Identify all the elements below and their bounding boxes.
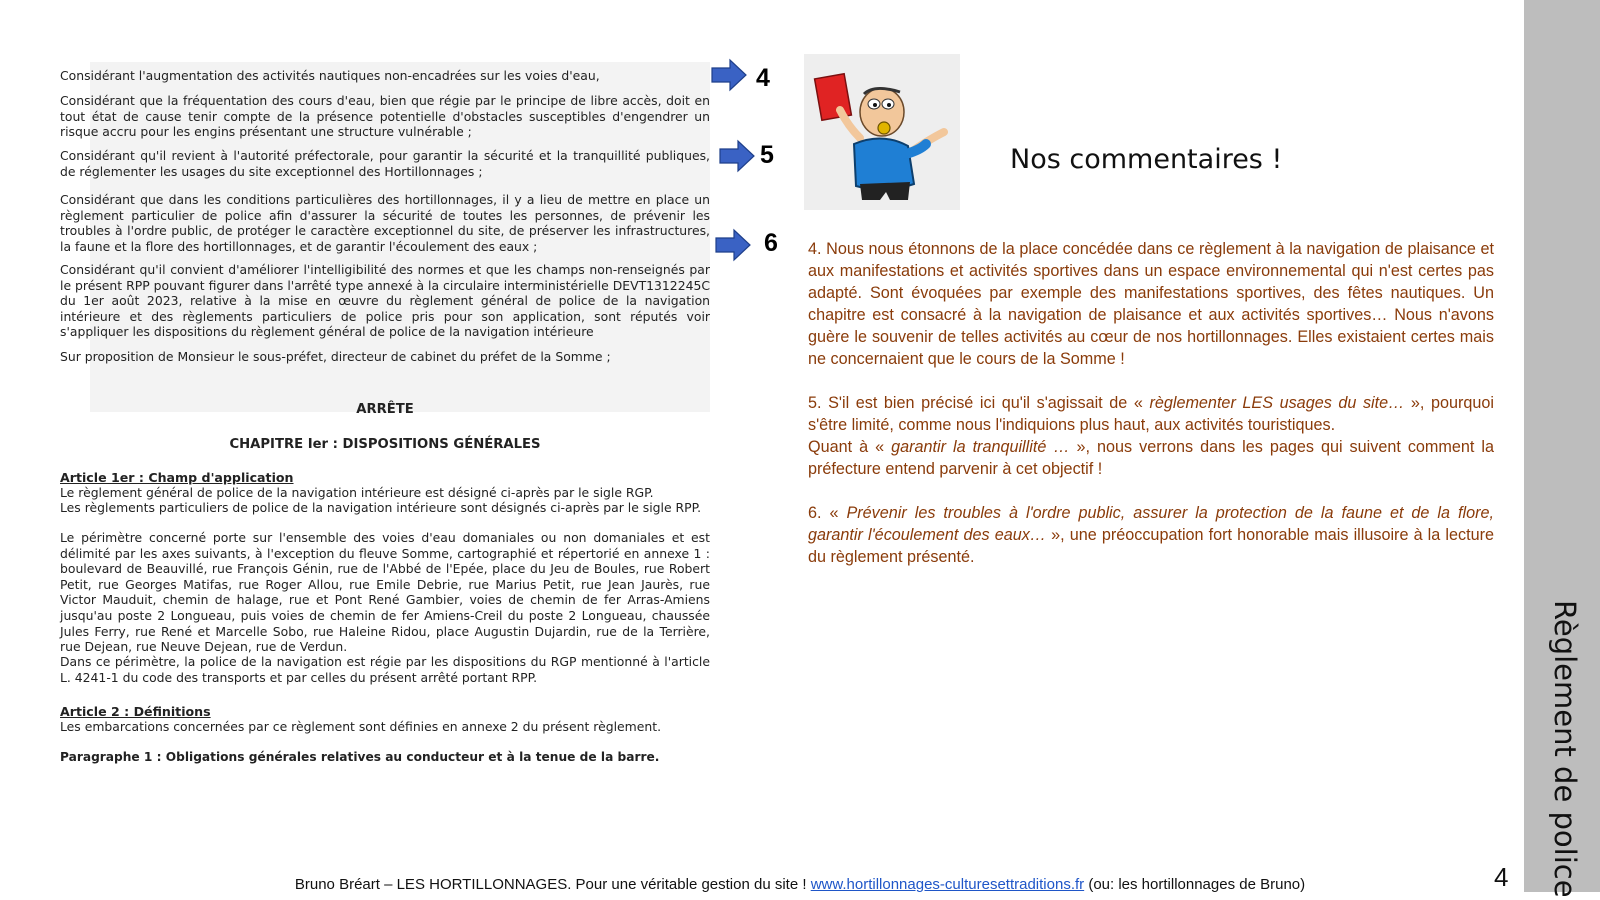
- comment-text: », pourquoi s'être limité, comme nous l'indiquions plus haut, aux activités touristiques.: [808, 394, 1495, 434]
- comment-quote: garantir la tranquillité …: [891, 438, 1070, 456]
- scan-paragraph: Considérant l'augmentation des activités nautiques non-encadrées sur les voies d'eau,: [60, 68, 600, 83]
- comments-block: [808, 238, 1494, 590]
- footer: [0, 876, 1600, 893]
- arrow-right-icon: [718, 139, 756, 173]
- comment-quote: Prévenir les troubles à l'ordre public, assurer la protection de la faune et de la flore, garantir l'écoulement des eaux…: [808, 504, 1494, 544]
- comment-text: », une préoccupation fort honorable mais illusoire à la lecture du règlement présenté.: [808, 526, 1494, 566]
- footer-suffix: (ou: les hortillonnages de Bruno): [1084, 876, 1306, 893]
- comment-4: 4. Nous nous étonnons de la place concédée dans ce règlement à la navigation de plaisance et aux manifestations et activités sportives dans un espace environnemental qui n'est certes pas adapté. Sont évoquées par exemple des manifestations sportives, des fêtes nautiques. Un chapitre est consacré à la navigation de plaisance et aux activités sportives… Nous n'avons guère le souvenir de telles activités au cœur de nos hortillonnages. Elles existaient certes mais ne concernaient que le cours de la Somme !: [808, 240, 1494, 368]
- comment-quote: règlementer LES usages du site…: [1149, 394, 1405, 412]
- footer-link[interactable]: www.hortillonnages-culturesettraditions.fr: [810, 876, 1085, 893]
- scan-paragraph: Les règlements particuliers de police de la navigation intérieure sont désignés ci-après par le sigle RPP.: [60, 500, 702, 515]
- scan-paragraph: Sur proposition de Monsieur le sous-préfet, directeur de cabinet du préfet de la Somme ;: [60, 349, 611, 364]
- scan-paragraph: Considérant que la fréquentation des cours d'eau, bien que régie par le principe de libre accès, doit en tout état de cause tenir compte de la présence potentielle d'obstacles susceptibles d'engendrer un risque accru pour les engins présentant une structure vulnérable ;: [60, 93, 710, 140]
- referee-illustration: [804, 54, 960, 210]
- comment-text: 5. S'il est bien précisé ici qu'il s'agissait de «: [808, 394, 1150, 412]
- article-1-title: Article 1er : Champ d'application: [60, 470, 294, 485]
- chapter-heading: CHAPITRE Ier : DISPOSITIONS GÉNÉRALES: [229, 437, 541, 452]
- scan-paragraph: Considérant qu'il convient d'améliorer l'intelligibilité des normes et que les champs non-renseignés par le présent RPP pouvant figurer dans l'arrêté type annexé à la circulaire interministérielle DEVT1312245C du 1er août 2023, relative à la mise en œuvre du règlement général de police de la navigation intérieure et des règlements particuliers de police pris pour son application, sont réputés voir s'appliquer les dispositions du règlement général de police de la navigation intérieure: [60, 262, 710, 340]
- arrow-right-icon: [710, 58, 748, 92]
- paragraph-1-title: Paragraphe 1 : Obligations générales relatives au conducteur et à la tenue de la barre.: [60, 750, 660, 764]
- arrow-right-icon: [714, 228, 752, 262]
- comment-text: 6. «: [808, 504, 847, 522]
- footer-text: Bruno Bréart – LES HORTILLONNAGES. Pour une véritable gestion du site !: [294, 876, 811, 893]
- comment-text: Quant à «: [808, 438, 892, 456]
- marker-number: 6: [764, 229, 778, 257]
- scan-paragraph: Considérant qu'il revient à l'autorité préfectorale, pour garantir la sécurité et la tranquillité publiques, de réglementer les usages du site exceptionnel des Hortillonnages ;: [60, 148, 710, 179]
- side-title: Règlement de police: [1548, 600, 1582, 898]
- article-2-title: Article 2 : Définitions: [60, 704, 211, 719]
- scan-paragraph: Le périmètre concerné porte sur l'ensemble des voies d'eau domaniales ou non domaniales et est délimité par les axes suivants, à l'exception du fleuve Somme, cartographié et répertorié en annexe 1 : boulevard de Beauvillé, rue François Génin, rue de l'Abbé de l'Epée, place du Jeu de Boules, rue Robert Petit, rue Georges Matifas, rue Roger Allou, rue Emile Debrie, rue Marius Petit, rue Jean Jaurès, rue Victor Mauduit, chemin de halage, rue et Pont René Gambier, voies de chemin de fer Arras-Amiens jusqu'au poste 2 Longueau, puis voies de chemin de fer Amiens-Creil du poste 2 Longueau, chaussée Jules Ferry, rue René et Marcelle Sobo, rue Haleine Ridou, place Augustin Dujardin, rue de la Terrière, rue Dejean, rue Neuve Dejean, rue de Verdun.: [60, 530, 710, 655]
- scan-paragraph: Considérant que dans les conditions particulières des hortillonnages, il y a lieu de mettre en place un règlement particulier de police afin d'assurer la sécurité de toutes les personnes, de prévenir les troubles à l'ordre public, de protéger le caractère exceptionnel du site, de préserver les infrastructures, la faune et la flore des hortillonnages, et de garantir l'écoulement des eaux ;: [60, 192, 710, 254]
- scanned-document: [60, 62, 720, 790]
- scan-paragraph: Les embarcations concernées par ce règlement sont définies en annexe 2 du présent règlement.: [60, 719, 662, 734]
- page-number: 4: [1494, 862, 1509, 892]
- comment-text: », nous verrons dans les pages qui suivent comment la préfecture entend parvenir à cet objectif !: [808, 438, 1494, 478]
- arrete-heading: ARRÊTE: [356, 402, 414, 417]
- scan-paragraph: Le règlement général de police de la navigation intérieure est désigné ci-après par le sigle RGP.: [60, 485, 654, 500]
- comment-5a: [808, 392, 1494, 436]
- marker-number: 5: [760, 141, 774, 169]
- marker-number: 4: [756, 64, 770, 92]
- comments-title: Nos commentaires !: [1010, 144, 1283, 175]
- comment-6: [808, 502, 1494, 568]
- scan-paragraph: Dans ce périmètre, la police de la navigation est régie par les dispositions du RGP mentionné à l'article L. 4241-1 du code des transports et par celles du présent arrêté portant RPP.: [60, 654, 710, 685]
- comment-5b: [808, 436, 1494, 480]
